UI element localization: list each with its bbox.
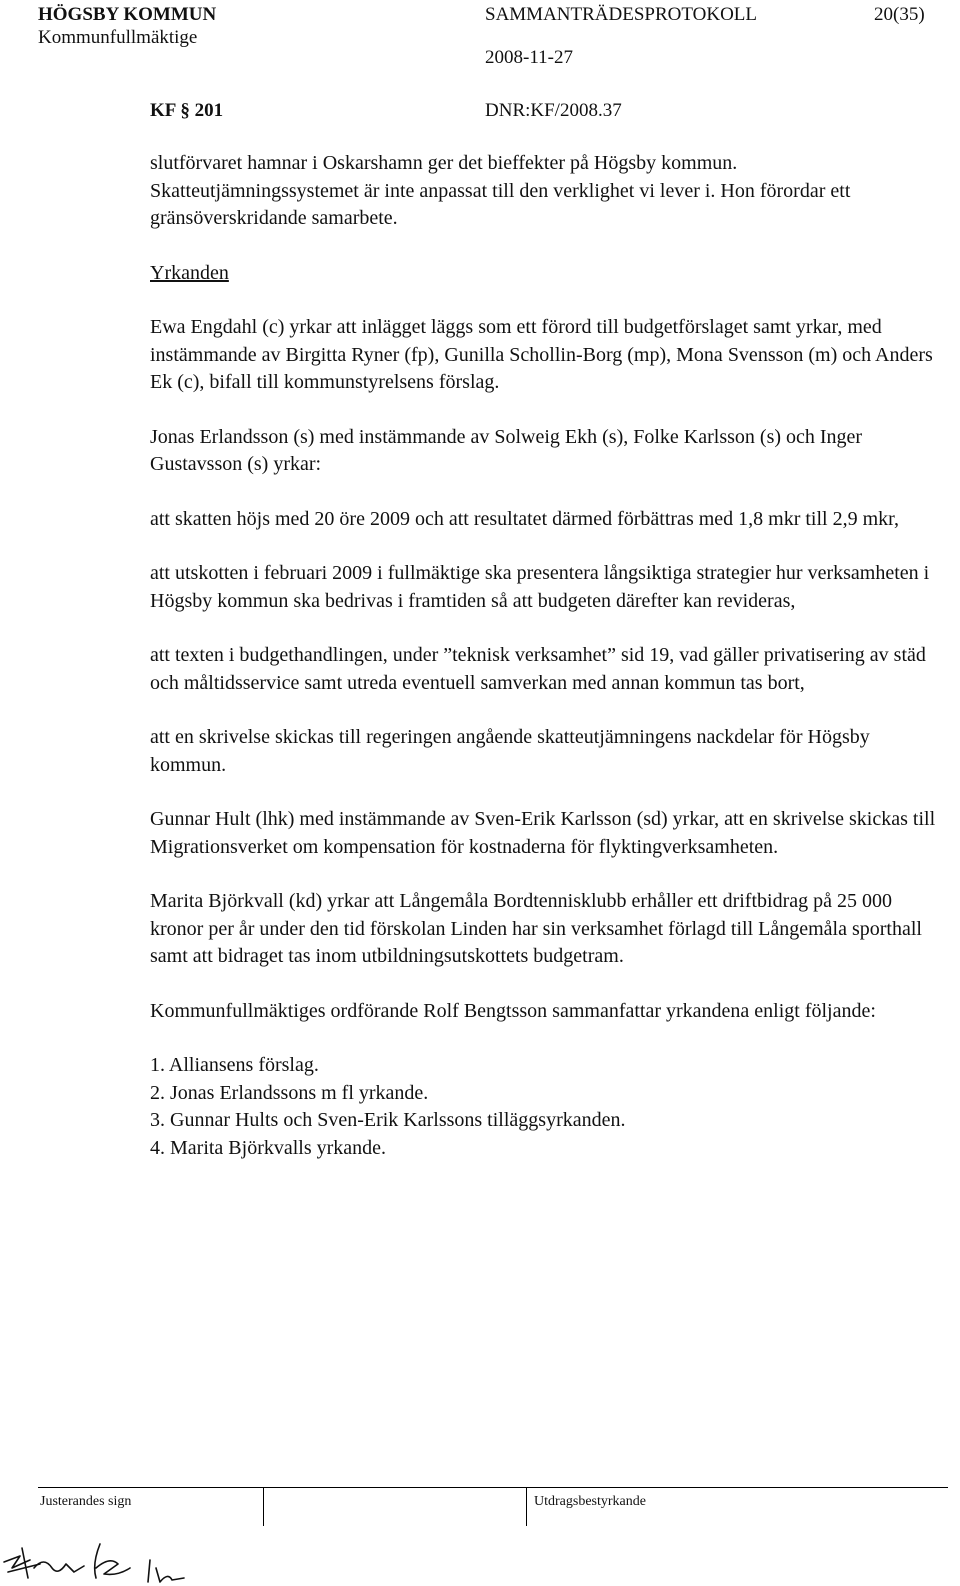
minutes-body (150, 150, 950, 1162)
list-item: 1. Alliansens förslag. (150, 1054, 319, 1076)
section-heading: Yrkanden (150, 261, 229, 284)
municipality-name: HÖGSBY KOMMUN (38, 4, 217, 25)
meeting-date: 2008-11-27 (485, 47, 573, 68)
list-item: 2. Jonas Erlandssons m fl yrkande. (150, 1081, 429, 1104)
list-item: 4. Marita Björkvalls yrkande. (150, 1136, 387, 1159)
motion-att-clause: att utskotten i februari 2009 i fullmäktige ska presentera långsiktiga strategier hur verksamheten i Högsby kommun ska bedrivas i framtiden så att budgeten därefter kan revideras, (150, 562, 930, 612)
page-number: 20(35) (874, 4, 925, 25)
motion-att-clause: att texten i budgethandlingen, under ”teknisk verksamhet” sid 19, vad gäller privatisering av städ och måltidsservice samt utreda eventuell samverkan med annan kommun tas bort, (150, 644, 926, 694)
diary-number: DNR:KF/2008.37 (485, 100, 622, 121)
list-item: 3. Gunnar Hults och Sven-Erik Karlssons tilläggsyrkanden. (150, 1109, 626, 1131)
body-name: Kommunfullmäktige (38, 27, 198, 48)
utdragsbestyrkande-label: Utdragsbestyrkande (534, 1494, 646, 1509)
justerandes-sign-label: Justerandes sign (40, 1494, 132, 1509)
footer-divider (263, 1488, 264, 1526)
handwritten-initials (0, 1538, 240, 1586)
summary-list (150, 1052, 950, 1162)
summary-paragraph: Kommunfullmäktiges ordförande Rolf Bengtsson sammanfattar yrkandena enligt följande: (150, 999, 876, 1022)
motion-paragraph: Jonas Erlandsson (s) med instämmande av Solweig Ekh (s), Folke Karlsson (s) och Inger Gustavsson (s) yrkar: (150, 425, 863, 475)
footer-divider (526, 1488, 527, 1526)
intro-paragraph: slutförvaret hamnar i Oskarshamn ger det bieffekter på Högsby kommun. Skatteutjämningssystemet är inte anpassat till den verklighet vi lever i. Hon förordar ett gränsöverskridande samarbete. (150, 152, 851, 229)
paragraph-number: KF § 201 (150, 100, 224, 121)
motion-att-clause: att skatten höjs med 20 öre 2009 och att resultatet därmed förbättras med 1,8 mkr till 2,9 mkr, (150, 507, 900, 530)
motion-paragraph: Marita Björkvall (kd) yrkar att Långemåla Bordtennisklubb erhåller ett driftbidrag på 25 000 kronor per år under den tid förskolan Linden har sin verksamhet förlagd till Långemåla sporthall samt att bidraget tas inom utbildningsutskottets budgetram. (150, 890, 922, 967)
motion-att-clause: att en skrivelse skickas till regeringen angående skatteutjämningens nackdelar för Högsby kommun. (150, 726, 870, 776)
motion-paragraph: Ewa Engdahl (c) yrkar att inlägget läggs som ett förord till budgetförslaget samt yrkar, med instämmande av Birgitta Ryner (fp), Gunilla Schollin-Borg (mp), Mona Svensson (m) och Anders Ek (c), bifall till kommunstyrelsens förslag. (150, 316, 933, 393)
motion-paragraph: Gunnar Hult (lhk) med instämmande av Sven-Erik Karlsson (sd) yrkar, att en skrivelse skickas till Migrationsverket om kompensation för kostnaderna för flyktingverksamheten. (150, 808, 936, 858)
document-type: SAMMANTRÄDESPROTOKOLL (485, 4, 758, 25)
